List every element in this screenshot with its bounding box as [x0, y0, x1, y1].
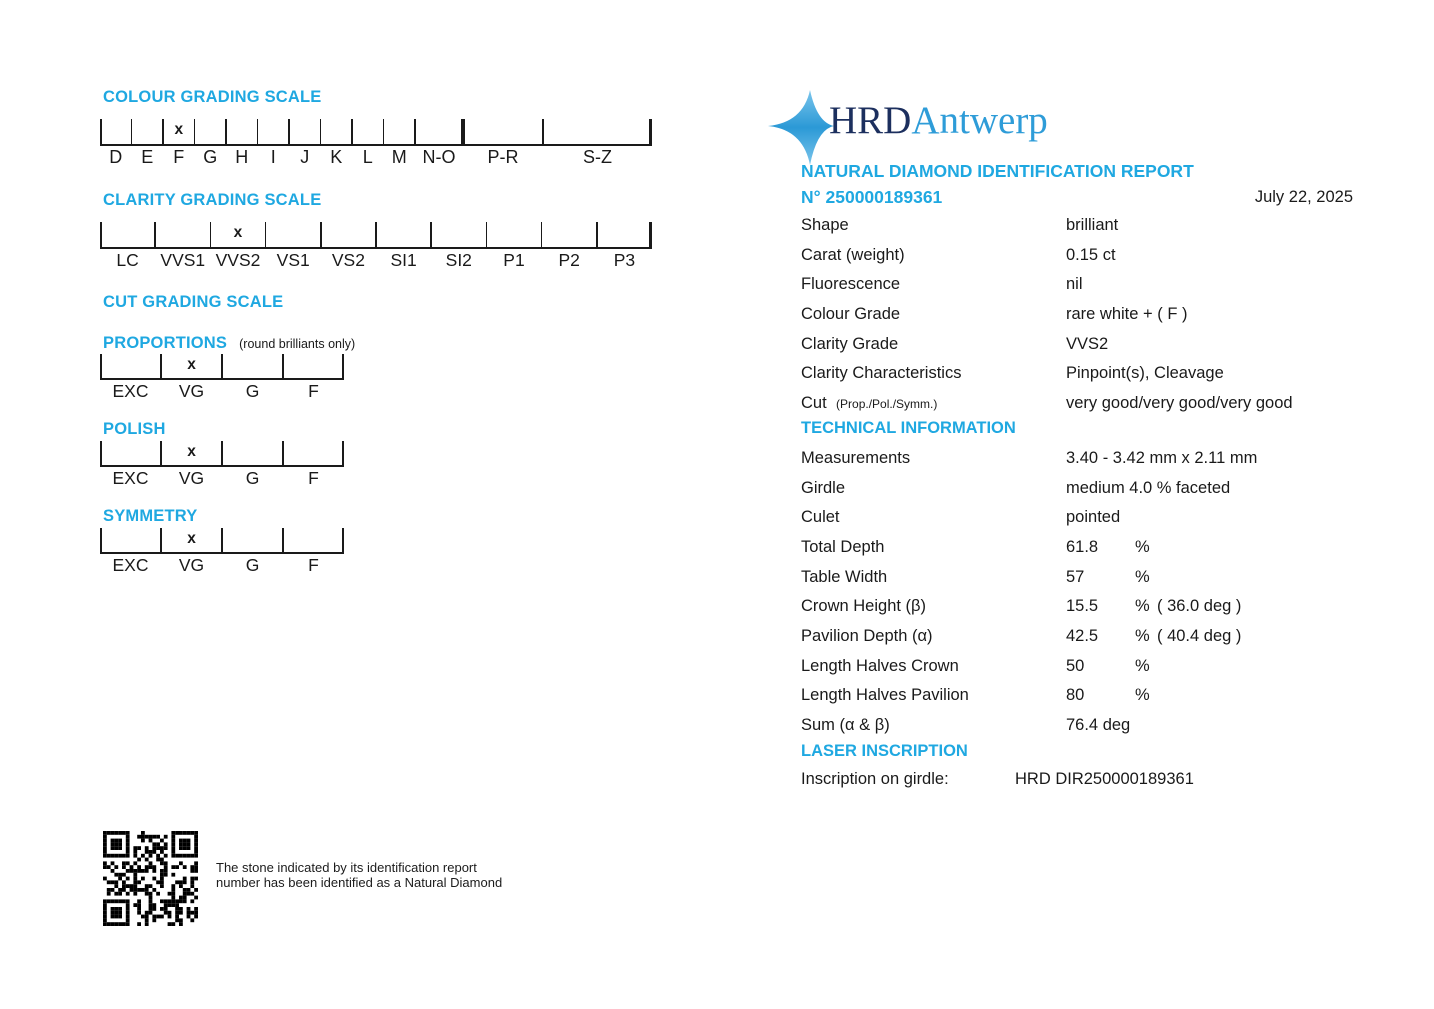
scale-ruler: [100, 441, 344, 467]
report-title: NATURAL DIAMOND IDENTIFICATION REPORT: [801, 161, 1194, 181]
scale-grade-label: P3: [613, 250, 636, 270]
scale-grade-label: K: [330, 147, 343, 167]
row-value: nil: [1066, 275, 1083, 294]
summary-table: [801, 216, 1361, 426]
scale-grade-label: D: [109, 147, 123, 167]
scale-grade-label: M: [391, 147, 407, 167]
scale-grade-label: G: [245, 381, 260, 401]
report-date: July 22, 2025: [1254, 188, 1353, 206]
scale-ruler: [100, 354, 344, 380]
scale-grade-label: F: [308, 468, 319, 488]
table-row: [801, 216, 1361, 238]
selected-grade-marker: x: [233, 224, 243, 241]
scale-tick: [375, 222, 377, 247]
scale-grade-label: VG: [178, 381, 205, 401]
row-value: 42.5: [1066, 626, 1099, 645]
row-label: Sum (α & β): [801, 715, 890, 734]
table-row: [801, 597, 1361, 619]
row-value: 80: [1066, 686, 1085, 705]
selected-grade-marker: x: [187, 443, 196, 460]
row-extra: ( 36.0 deg ): [1157, 597, 1242, 616]
scale-tick: [100, 222, 102, 247]
row-unit: %: [1135, 597, 1150, 616]
table-row: [801, 568, 1361, 590]
row-extra: ( 40.4 deg ): [1157, 626, 1242, 645]
scale-tick: [154, 222, 156, 247]
proportions-title-text: PROPORTIONS: [103, 334, 228, 352]
symmetry-grading-scale: [100, 528, 344, 575]
scale-grade-label: VVS2: [215, 250, 261, 270]
row-label: Clarity Grade: [801, 334, 899, 353]
scale-grade-label: VS1: [276, 250, 310, 270]
row-value: 15.5: [1066, 597, 1099, 616]
row-label: Colour Grade: [801, 304, 901, 323]
proportions-note: (round brilliants only): [239, 337, 356, 351]
row-value: 57: [1066, 567, 1085, 586]
scale-tick: [100, 528, 102, 552]
scale-grade-label: F: [173, 147, 185, 167]
table-row: [801, 657, 1361, 679]
scale-grade-label: F: [308, 381, 319, 401]
scale-grade-label: I: [270, 147, 276, 167]
report-number: N° 250000189361: [801, 187, 943, 207]
row-unit: %: [1135, 686, 1150, 705]
scale-tick: [351, 119, 353, 144]
scale-tick: [596, 222, 598, 247]
row-label: Carat (weight): [801, 245, 905, 264]
row-label: Pavilion Depth (α): [801, 626, 933, 645]
scale-grade-label: VG: [178, 555, 205, 575]
row-unit: %: [1135, 567, 1150, 586]
scale-tick: [282, 528, 284, 552]
row-label: Total Depth: [801, 537, 885, 556]
table-row: [801, 449, 1361, 471]
row-unit: %: [1135, 656, 1150, 675]
scale-grade-label: J: [300, 147, 310, 167]
polish-grading-scale: [100, 441, 344, 488]
row-value: medium 4.0 % faceted: [1066, 478, 1231, 497]
selected-grade-marker: x: [174, 121, 184, 138]
inscription-value: HRD DIR250000189361: [1015, 770, 1194, 788]
scale-tick: [257, 119, 259, 144]
row-label: Length Halves Crown: [801, 656, 959, 675]
colour-scale-title: COLOUR GRADING SCALE: [103, 88, 322, 106]
scale-tick: [100, 119, 102, 144]
scale-grade-label: P-R: [487, 147, 519, 167]
colour-grading-scale: [100, 119, 652, 167]
natural-diamond-disclaimer: The stone indicated by its identification report number has been identified as a Natural Diamond: [216, 860, 503, 891]
table-row: [801, 394, 1361, 416]
scale-tick: [288, 119, 290, 144]
scale-grade-label: EXC: [112, 381, 149, 401]
scale-grade-label: G: [245, 468, 260, 488]
qr-code: [103, 831, 198, 926]
row-label-note: (Prop./Pol./Symm.): [832, 396, 938, 411]
scale-grade-label: G: [203, 147, 218, 167]
row-label: Length Halves Pavilion: [801, 686, 969, 705]
technical-information-title: TECHNICAL INFORMATION: [801, 419, 1016, 437]
scale-grade-label: P2: [558, 250, 580, 270]
scale-tick: [225, 119, 227, 144]
cut-scale-title: CUT GRADING SCALE: [103, 293, 284, 311]
scale-grade-label: LC: [116, 250, 139, 270]
laser-inscription-title: LASER INSCRIPTION: [801, 742, 968, 760]
scale-tick: [430, 222, 432, 247]
scale-grade-label: G: [245, 555, 260, 575]
technical-table: [801, 449, 1361, 749]
row-label: Cut (Prop./Pol./Symm.): [801, 393, 938, 412]
scale-tick: [342, 528, 344, 552]
row-value: pointed: [1066, 508, 1121, 527]
scale-tick: [486, 222, 488, 247]
scale-ruler: [100, 528, 344, 554]
row-value: 50: [1066, 656, 1085, 675]
scale-grade-label: VVS1: [160, 250, 206, 270]
selected-grade-marker: x: [187, 530, 196, 547]
row-label: Table Width: [801, 567, 888, 586]
symmetry-title: SYMMETRY: [103, 507, 198, 525]
row-label: Clarity Characteristics: [801, 364, 962, 383]
row-label: Crown Height (β): [801, 597, 927, 616]
row-label: Culet: [801, 508, 840, 527]
table-row: [801, 479, 1361, 501]
table-row: [801, 364, 1361, 386]
row-value: brilliant: [1066, 216, 1119, 234]
scale-grade-label: F: [308, 555, 319, 575]
table-row: [801, 538, 1361, 560]
scale-tick: [649, 119, 653, 144]
logo-hrd-text: HRD: [829, 99, 912, 142]
row-value: 61.8: [1066, 537, 1099, 556]
scale-ruler: [100, 222, 652, 249]
scale-tick: [342, 354, 344, 378]
table-row: [801, 305, 1361, 327]
scale-grade-label: N-O: [422, 147, 456, 167]
polish-title: POLISH: [103, 420, 166, 438]
inscription-label: Inscription on girdle:: [801, 770, 949, 788]
scale-tick: [100, 354, 102, 378]
table-row: [801, 508, 1361, 530]
row-value: 0.15 ct: [1066, 245, 1116, 264]
laser-inscription-row: [801, 770, 1361, 789]
scale-grade-label: SI2: [445, 250, 472, 270]
selected-grade-marker: x: [187, 356, 196, 373]
scale-tick: [282, 354, 284, 378]
proportions-title: [103, 334, 355, 353]
scale-grade-label: S-Z: [583, 147, 612, 167]
clarity-grading-scale: [100, 222, 652, 270]
scale-tick: [542, 119, 544, 144]
scale-tick: [100, 441, 102, 465]
scale-grade-label: EXC: [112, 555, 149, 575]
scale-grade-label: P1: [503, 250, 525, 270]
scale-tick: [320, 222, 322, 247]
row-value: 3.40 - 3.42 mm x 2.11 mm: [1066, 449, 1258, 467]
scale-grade-label: VS2: [331, 250, 365, 270]
table-row: [801, 627, 1361, 649]
scale-tick: [461, 119, 465, 144]
table-row: [801, 335, 1361, 357]
row-unit: %: [1135, 626, 1150, 645]
scale-tick: [541, 222, 543, 247]
row-label: Fluorescence: [801, 275, 901, 294]
clarity-scale-title: CLARITY GRADING SCALE: [103, 191, 322, 209]
row-value: Pinpoint(s), Cleavage: [1066, 364, 1224, 383]
scale-tick: [320, 119, 322, 144]
scale-grade-label: H: [235, 147, 249, 167]
scale-grade-label: EXC: [112, 468, 149, 488]
scale-grade-label: L: [362, 147, 373, 167]
table-row: [801, 246, 1361, 268]
table-row: [801, 275, 1361, 297]
row-value: very good/very good/very good: [1066, 393, 1293, 412]
row-label: Measurements: [801, 449, 911, 467]
scale-tick: [383, 119, 385, 144]
scale-tick: [131, 119, 133, 144]
scale-grade-label: E: [141, 147, 154, 167]
hrd-antwerp-logo: [829, 101, 1048, 140]
scale-tick: [282, 441, 284, 465]
row-value: VVS2: [1066, 334, 1109, 353]
row-value: 76.4 deg: [1066, 715, 1131, 734]
logo-antwerp-text: Antwerp: [911, 99, 1048, 142]
table-row: [801, 716, 1361, 738]
row-label: Shape: [801, 216, 849, 234]
row-label: Girdle: [801, 478, 846, 497]
table-row: [801, 686, 1361, 708]
proportions-grading-scale: [100, 354, 344, 401]
scale-grade-label: VG: [178, 468, 205, 488]
scale-tick: [649, 222, 653, 247]
row-value: rare white + ( F ): [1066, 304, 1188, 323]
scale-grade-label: SI1: [390, 250, 417, 270]
scale-tick: [414, 119, 416, 144]
scale-tick: [342, 441, 344, 465]
row-unit: %: [1135, 537, 1150, 556]
